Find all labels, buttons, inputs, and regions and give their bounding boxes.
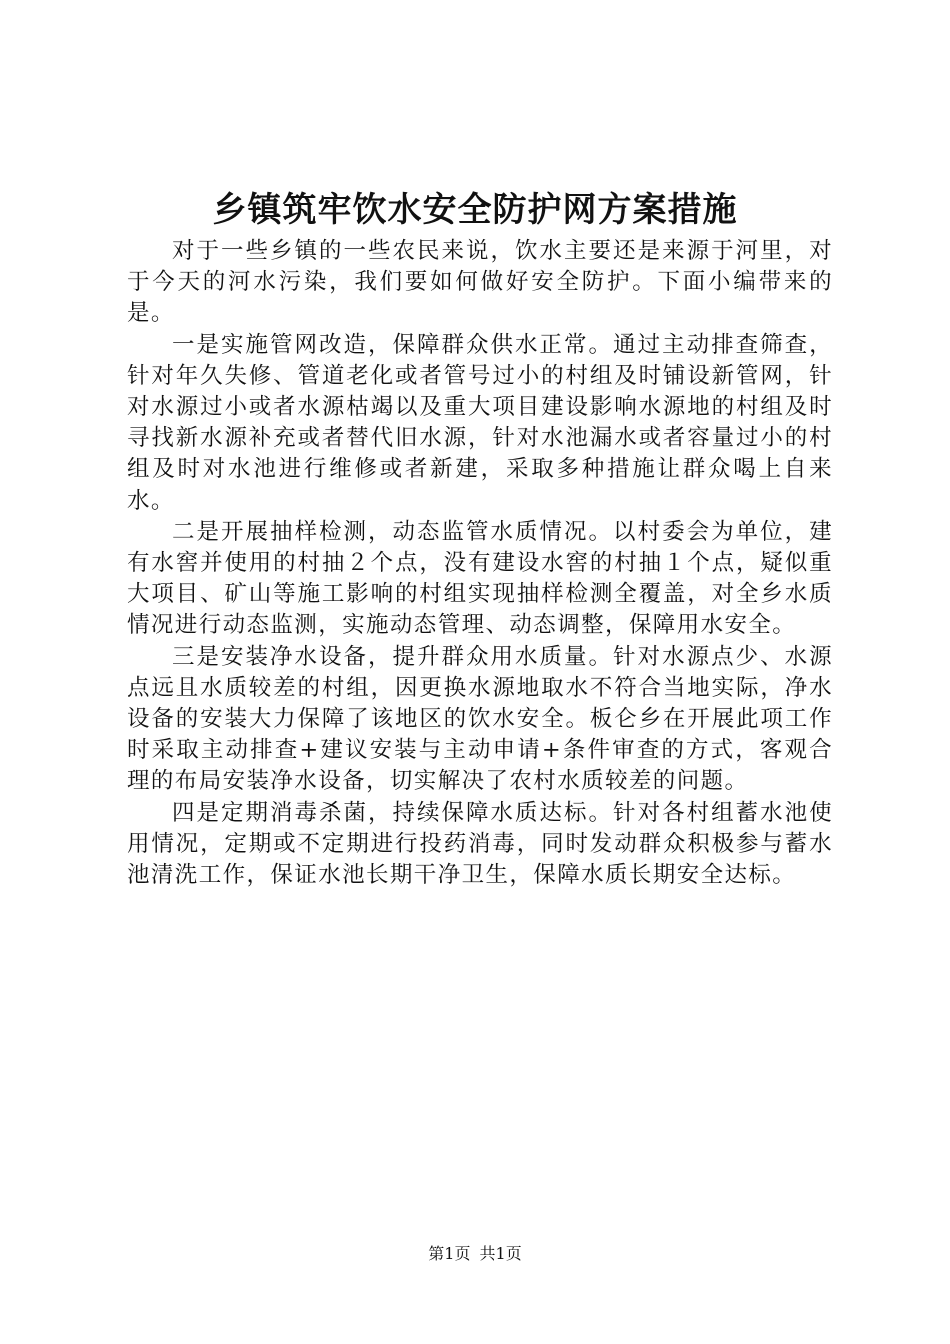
paragraph-purification: 三是安装净水设备，提升群众用水质量。针对水源点少、水源点远且水质较差的村组，因更换水源地取水不符合当地实际，净水设备的安装大力保障了该地区的饮水安全。板仑乡在开展此项工作时采取主动排查+建议安装与主动申请+条件审查的方式，客观合理的布局安装净水设备，切实解决了农村水质较差的问题。	[127, 643, 833, 795]
paragraph-intro: 对于一些乡镇的一些农民来说，饮水主要还是来源于河里，对于今天的河水污染，我们要如何做好安全防护。下面小编带来的是。	[127, 238, 833, 327]
document-body	[127, 236, 833, 891]
page-footer	[0, 1243, 950, 1265]
page-number: 第1页	[428, 1244, 471, 1263]
paragraph-pipe-network: 一是实施管网改造，保障群众供水正常。通过主动排查筛查，针对年久失修、管道老化或者管号过小的村组及时铺设新管网，针对水源过小或者水源枯竭以及重大项目建设影响水源地的村组及时寻找新水源补充或者替代旧水源，针对水池漏水或者容量过小的村组及时对水池进行维修或者新建，采取多种措施让群众喝上自来水。	[127, 331, 833, 514]
page-total: 共1页	[479, 1244, 522, 1263]
document-title: 乡镇筑牢饮水安全防护网方案措施	[212, 190, 738, 230]
paragraph-sampling: 二是开展抽样检测，动态监管水质情况。以村委会为单位，建有水窖并使用的村抽２个点，没有建设水窖的村抽１个点，疑似重大项目、矿山等施工影响的村组实现抽样检测全覆盖，对全乡水质情况进行动态监测，实施动态管理、动态调整，保障用水安全。	[127, 518, 833, 639]
paragraph-disinfection: 四是定期消毒杀菌，持续保障水质达标。针对各村组蓄水池使用情况，定期或不定期进行投药消毒，同时发动群众积极参与蓄水池清洗工作，保证水池长期干净卫生，保障水质长期安全达标。	[127, 799, 833, 889]
